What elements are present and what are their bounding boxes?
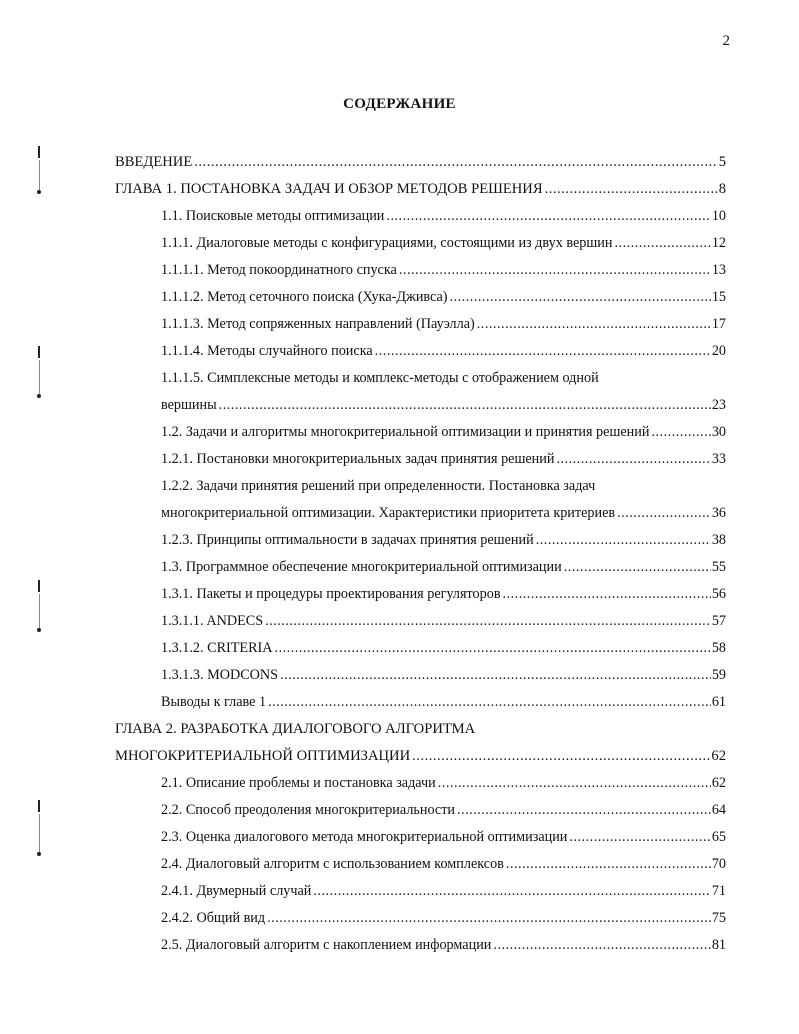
- toc-label: 1.3.1.2. CRITERIA: [161, 640, 273, 656]
- toc-item[interactable]: [0, 150, 799, 177]
- leader-dots: [375, 341, 711, 361]
- toc-label: 1.1.1.1. Метод покоординатного спуска: [161, 262, 397, 278]
- toc-item[interactable]: [0, 906, 799, 933]
- leader-dots: [268, 692, 711, 712]
- toc-item[interactable]: [0, 771, 799, 798]
- toc-item[interactable]: [0, 420, 799, 447]
- toc-label: ГЛАВА 1. ПОСТАНОВКА ЗАДАЧ И ОБЗОР МЕТОДОВ РЕШЕНИЯ: [115, 181, 543, 197]
- toc-page: 10: [711, 208, 726, 224]
- toc-page: 33: [711, 451, 726, 467]
- toc-item[interactable]: [0, 555, 799, 582]
- toc-label: ВВЕДЕНИЕ: [115, 154, 193, 170]
- leader-dots: [275, 638, 711, 658]
- toc-label: 2.1. Описание проблемы и постановка задачи: [161, 775, 436, 791]
- toc-page: 59: [711, 667, 726, 683]
- page-number: 2: [722, 33, 730, 49]
- toc-label: 1.1. Поисковые методы оптимизации: [161, 208, 385, 224]
- toc-label-line1: 1.2.2. Задачи принятия решений при определенности. Постановка задач: [161, 478, 596, 494]
- leader-dots: [651, 422, 710, 442]
- toc-label: 2.4.2. Общий вид: [161, 910, 266, 926]
- leader-dots: [614, 233, 710, 253]
- toc-item[interactable]: [0, 204, 799, 231]
- toc-item[interactable]: [0, 393, 799, 420]
- toc-page: 81: [711, 937, 726, 953]
- toc-label: вершины: [161, 397, 217, 413]
- toc-label: 1.1.1. Диалоговые методы с конфигурациями, состоящими из двух вершин: [161, 235, 613, 251]
- toc-item-line1[interactable]: [0, 474, 799, 501]
- toc-item-line1[interactable]: [0, 717, 799, 744]
- toc-page: 8: [718, 181, 726, 197]
- toc-page: 62: [711, 748, 726, 764]
- toc-page: 23: [711, 397, 726, 413]
- toc-page: 57: [711, 613, 726, 629]
- toc-item[interactable]: [0, 447, 799, 474]
- toc-page: 12: [711, 235, 726, 251]
- toc-page: 15: [711, 289, 726, 305]
- toc-item[interactable]: [0, 231, 799, 258]
- toc-label: 2.3. Оценка диалогового метода многокритериальной оптимизации: [161, 829, 568, 845]
- toc-label: 1.2.1. Постановки многокритериальных задач принятия решений: [161, 451, 555, 467]
- toc-page: 36: [711, 505, 726, 521]
- leader-dots: [219, 395, 711, 415]
- toc-label: многокритериальной оптимизации. Характеристики приоритета критериев: [161, 505, 616, 521]
- toc-label: 2.5. Диалоговый алгоритм с накоплением информации: [161, 937, 492, 953]
- toc-page: 17: [711, 316, 726, 332]
- toc-page: 56: [711, 586, 726, 602]
- toc-label: 1.2.3. Принципы оптимальности в задачах принятия решений: [161, 532, 534, 548]
- toc-page: 75: [711, 910, 726, 926]
- toc-item[interactable]: [0, 312, 799, 339]
- leader-dots: [545, 179, 718, 199]
- toc-page: 64: [711, 802, 726, 818]
- toc-label: 2.4. Диалоговый алгоритм с использованием комплексов: [161, 856, 504, 872]
- toc-item[interactable]: [0, 879, 799, 906]
- leader-dots: [556, 449, 710, 469]
- toc-item[interactable]: [0, 285, 799, 312]
- toc-item-line1[interactable]: [0, 366, 799, 393]
- toc-page: 58: [711, 640, 726, 656]
- toc-page: 71: [711, 883, 726, 899]
- toc-label-line1: ГЛАВА 2. РАЗРАБОТКА ДИАЛОГОВОГО АЛГОРИТМА: [115, 721, 476, 737]
- toc-title: СОДЕРЖАНИЕ: [343, 96, 456, 112]
- toc-page: 30: [711, 424, 726, 440]
- toc-page: 62: [711, 775, 726, 791]
- leader-dots: [265, 611, 711, 631]
- toc-item[interactable]: [0, 663, 799, 690]
- leader-dots: [503, 584, 711, 604]
- toc-label: 1.3. Программное обеспечение многокритериальной оптимизации: [161, 559, 562, 575]
- leader-dots: [617, 503, 711, 523]
- toc-item[interactable]: [0, 177, 799, 204]
- toc-page: 5: [718, 154, 726, 170]
- leader-dots: [386, 206, 710, 226]
- toc-label: 1.3.1.1. ANDECS: [161, 613, 264, 629]
- toc-label: 1.3.1.3. MODCONS: [161, 667, 279, 683]
- toc-item[interactable]: [0, 609, 799, 636]
- toc-page: 13: [711, 262, 726, 278]
- leader-dots: [564, 557, 711, 577]
- leader-dots: [412, 746, 710, 766]
- toc-label: МНОГОКРИТЕРИАЛЬНОЙ ОПТИМИЗАЦИИ: [115, 748, 411, 764]
- toc-item[interactable]: [0, 258, 799, 285]
- toc-label: 1.3.1. Пакеты и процедуры проектирования регуляторов: [161, 586, 501, 602]
- leader-dots: [313, 881, 710, 901]
- toc-item[interactable]: [0, 933, 799, 960]
- toc-label: 1.2. Задачи и алгоритмы многокритериальной оптимизации и принятия решений: [161, 424, 650, 440]
- toc-item[interactable]: [0, 528, 799, 555]
- toc-label: 1.1.1.2. Метод сеточного поиска (Хука-Дживса): [161, 289, 448, 305]
- leader-dots: [536, 530, 711, 550]
- toc-item[interactable]: [0, 825, 799, 852]
- table-of-contents: [0, 150, 799, 960]
- leader-dots: [438, 773, 711, 793]
- toc-label: 2.4.1. Двумерный случай: [161, 883, 312, 899]
- leader-dots: [493, 935, 710, 955]
- leader-dots: [457, 800, 711, 820]
- toc-label: 1.1.1.4. Методы случайного поиска: [161, 343, 373, 359]
- leader-dots: [450, 287, 711, 307]
- toc-page: 55: [711, 559, 726, 575]
- leader-dots: [267, 908, 711, 928]
- toc-page: 61: [711, 694, 726, 710]
- toc-item[interactable]: [0, 636, 799, 663]
- toc-item[interactable]: [0, 582, 799, 609]
- toc-page: 65: [711, 829, 726, 845]
- toc-item[interactable]: [0, 339, 799, 366]
- leader-dots: [194, 152, 717, 172]
- toc-label: 2.2. Способ преодоления многокритериальности: [161, 802, 456, 818]
- toc-item[interactable]: [0, 501, 799, 528]
- toc-label: Выводы к главе 1: [161, 694, 267, 710]
- leader-dots: [477, 314, 711, 334]
- leader-dots: [280, 665, 711, 685]
- toc-item[interactable]: [0, 798, 799, 825]
- leader-dots: [569, 827, 710, 847]
- toc-page: 70: [711, 856, 726, 872]
- toc-item[interactable]: [0, 690, 799, 717]
- toc-page: 38: [711, 532, 726, 548]
- toc-item[interactable]: [0, 852, 799, 879]
- leader-dots: [506, 854, 711, 874]
- toc-page: 20: [711, 343, 726, 359]
- leader-dots: [399, 260, 711, 280]
- toc-label-line1: 1.1.1.5. Симплексные методы и комплекс-методы с отображением одной: [161, 370, 599, 386]
- toc-item[interactable]: [0, 744, 799, 771]
- toc-label: 1.1.1.3. Метод сопряженных направлений (Пауэлла): [161, 316, 475, 332]
